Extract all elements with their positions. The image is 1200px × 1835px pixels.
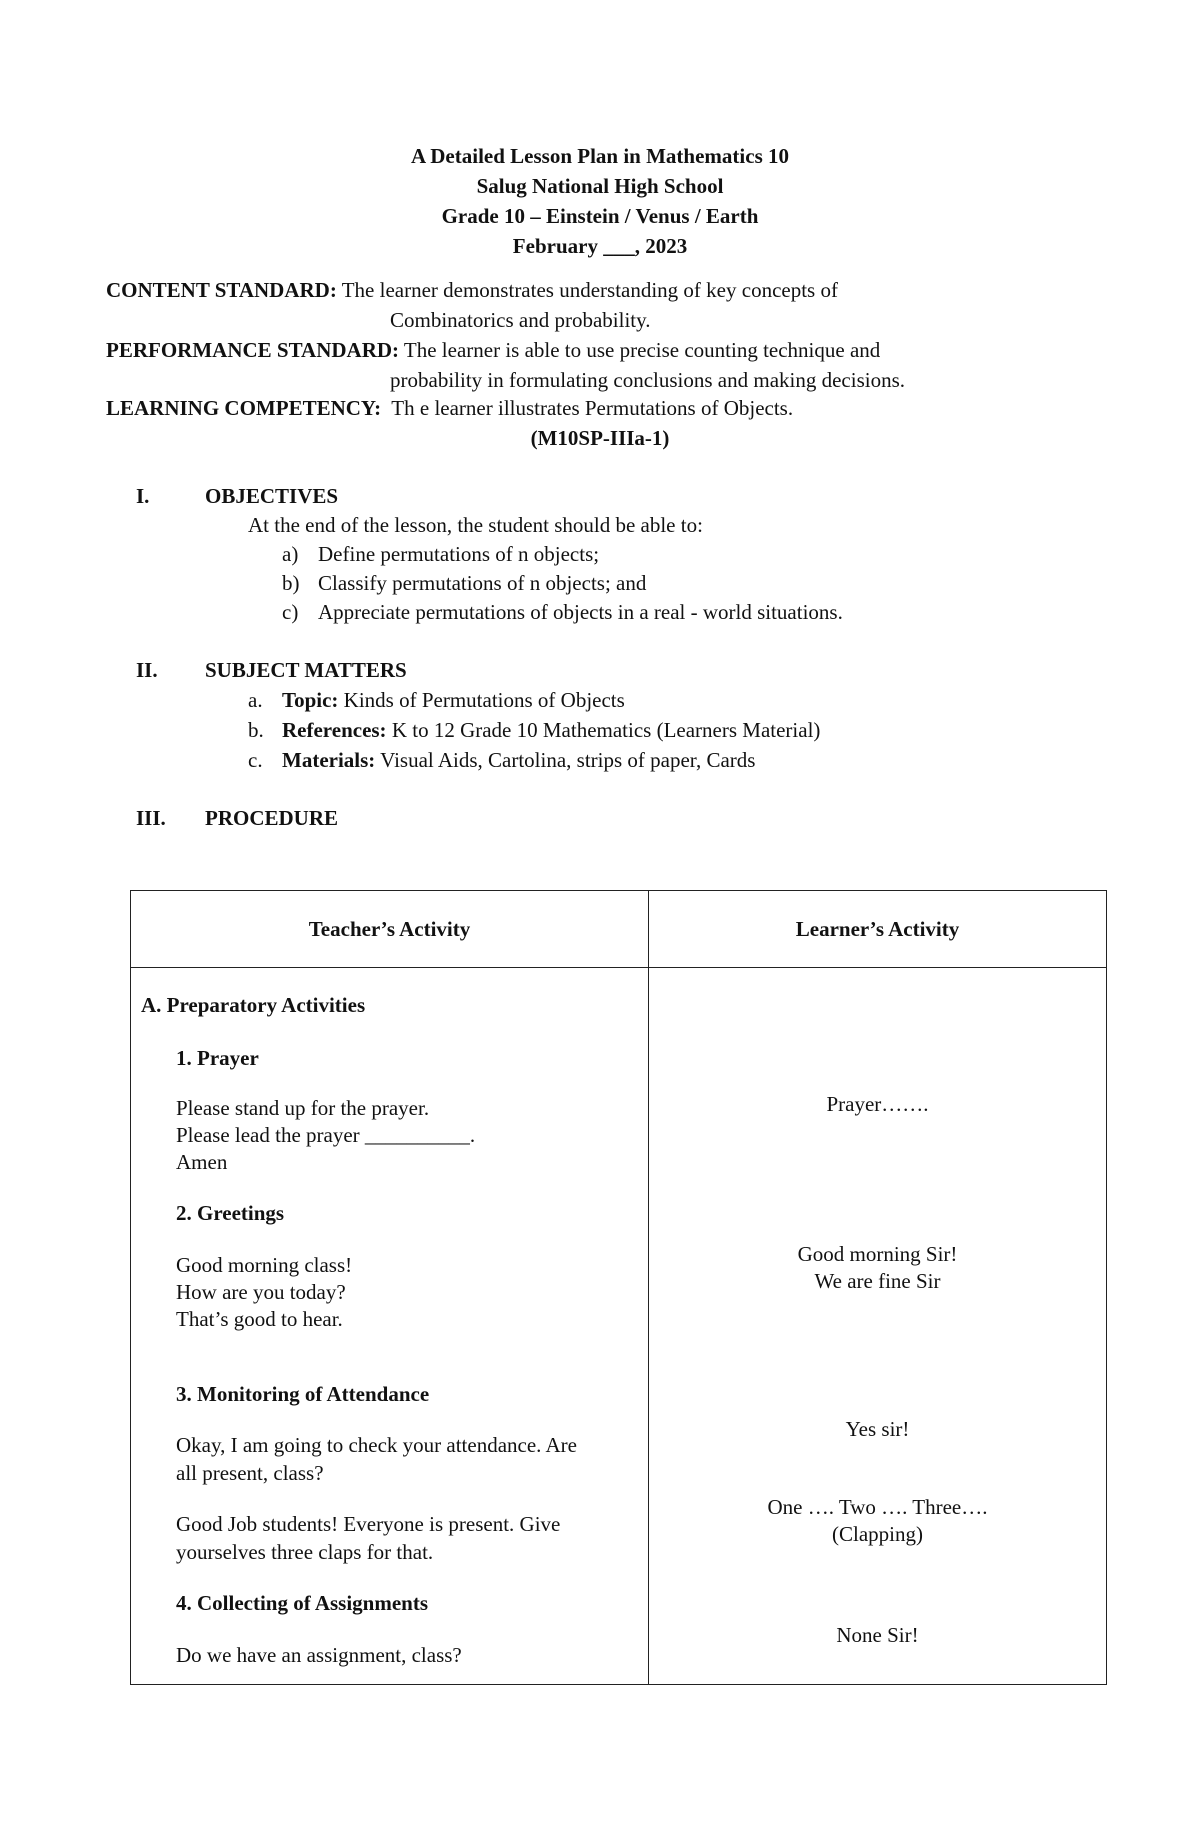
- greetings-heading: 2. Greetings: [176, 1201, 285, 1225]
- subject-item-text: K to 12 Grade 10 Mathematics (Learners Material): [391, 718, 821, 742]
- teacher-line: Please stand up for the prayer.: [176, 1096, 430, 1120]
- teacher-line: yourselves three claps for that.: [176, 1540, 434, 1564]
- learner-line: Prayer…….: [826, 1092, 929, 1116]
- content-standard: [106, 278, 838, 303]
- learning-competency-label: LEARNING COMPETENCY:: [106, 396, 382, 420]
- grade-sections: Grade 10 – Einstein / Venus / Earth: [441, 204, 759, 228]
- teacher-activity-header: Teacher’s Activity: [131, 891, 649, 968]
- assignments-heading: 4. Collecting of Assignments: [176, 1591, 428, 1615]
- subject-item-label: Topic:: [282, 688, 339, 712]
- subject-heading: SUBJECT MATTERS: [205, 658, 407, 682]
- objectives-heading: OBJECTIVES: [205, 484, 339, 508]
- school-name: Salug National High School: [476, 174, 724, 198]
- learner-line: One …. Two …. Three….: [767, 1495, 988, 1519]
- procedure-numeral: III.: [136, 806, 166, 830]
- table-header-row: [131, 891, 1107, 968]
- teacher-line: all present, class?: [176, 1461, 324, 1485]
- performance-standard-label: PERFORMANCE STANDARD:: [106, 338, 400, 362]
- performance-standard: [106, 338, 880, 363]
- objectives-intro: At the end of the lesson, the student should be able to:: [248, 513, 703, 537]
- attendance-heading: 3. Monitoring of Attendance: [176, 1382, 430, 1406]
- teacher-line: That’s good to hear.: [176, 1307, 343, 1331]
- objective-item: Define permutations of n objects;: [318, 542, 600, 566]
- objective-item: Classify permutations of n objects; and: [318, 571, 647, 595]
- teacher-line: Good Job students! Everyone is present. Give: [176, 1512, 561, 1536]
- subject-marker: a.: [248, 688, 263, 712]
- subject-item-topic: [282, 688, 625, 713]
- objective-marker: c): [282, 600, 299, 624]
- teacher-line: How are you today?: [176, 1280, 346, 1304]
- objective-marker: b): [282, 571, 300, 595]
- learner-line: Good morning Sir!: [797, 1242, 958, 1266]
- subject-item-label: References:: [282, 718, 387, 742]
- subject-marker: c.: [248, 748, 263, 772]
- learning-competency: [106, 396, 793, 421]
- subject-item-text: Visual Aids, Cartolina, strips of paper, Cards: [380, 748, 756, 772]
- learner-line: Yes sir!: [845, 1417, 910, 1441]
- content-standard-text: The learner demonstrates understanding of key concepts of: [341, 278, 838, 302]
- objective-marker: a): [282, 542, 299, 566]
- document-title: A Detailed Lesson Plan in Mathematics 10: [411, 144, 789, 168]
- activity-table: [130, 890, 1107, 1685]
- table-row: [131, 968, 1107, 1685]
- teacher-line: Do we have an assignment, class?: [176, 1643, 462, 1667]
- learner-line: (Clapping): [832, 1522, 923, 1546]
- procedure-heading: PROCEDURE: [205, 806, 339, 830]
- content-standard-label: CONTENT STANDARD:: [106, 278, 337, 302]
- objectives-numeral: I.: [136, 484, 150, 508]
- learning-competency-text: Th e learner illustrates Permutations of Objects.: [391, 396, 794, 420]
- learner-activity-cell: [649, 968, 1107, 1685]
- prayer-heading: 1. Prayer: [176, 1046, 259, 1070]
- learner-line: We are fine Sir: [814, 1269, 941, 1293]
- subject-marker: b.: [248, 718, 264, 742]
- learner-activity-header: Learner’s Activity: [649, 891, 1107, 968]
- learner-line: None Sir!: [836, 1623, 919, 1647]
- objective-item: Appreciate permutations of objects in a real - world situations.: [318, 600, 843, 624]
- teacher-line: Good morning class!: [176, 1253, 353, 1277]
- teacher-activity-cell: [131, 968, 649, 1685]
- performance-standard-text-cont: probability in formulating conclusions and making decisions.: [390, 368, 906, 392]
- subject-item-label: Materials:: [282, 748, 376, 772]
- content-standard-text-cont: Combinatorics and probability.: [390, 308, 651, 332]
- teacher-line: Amen: [176, 1150, 228, 1174]
- performance-standard-text: The learner is able to use precise counting technique and: [403, 338, 881, 362]
- subject-numeral: II.: [136, 658, 158, 682]
- lesson-date: February ___, 2023: [512, 234, 688, 258]
- section-heading: A. Preparatory Activities: [141, 993, 366, 1017]
- teacher-line: Please lead the prayer __________.: [176, 1123, 476, 1147]
- teacher-line: Okay, I am going to check your attendance. Are: [176, 1433, 577, 1457]
- subject-item-references: [282, 718, 820, 743]
- subject-item-materials: [282, 748, 755, 773]
- subject-item-text: Kinds of Permutations of Objects: [343, 688, 625, 712]
- competency-code: (M10SP-IIIa-1): [530, 426, 670, 450]
